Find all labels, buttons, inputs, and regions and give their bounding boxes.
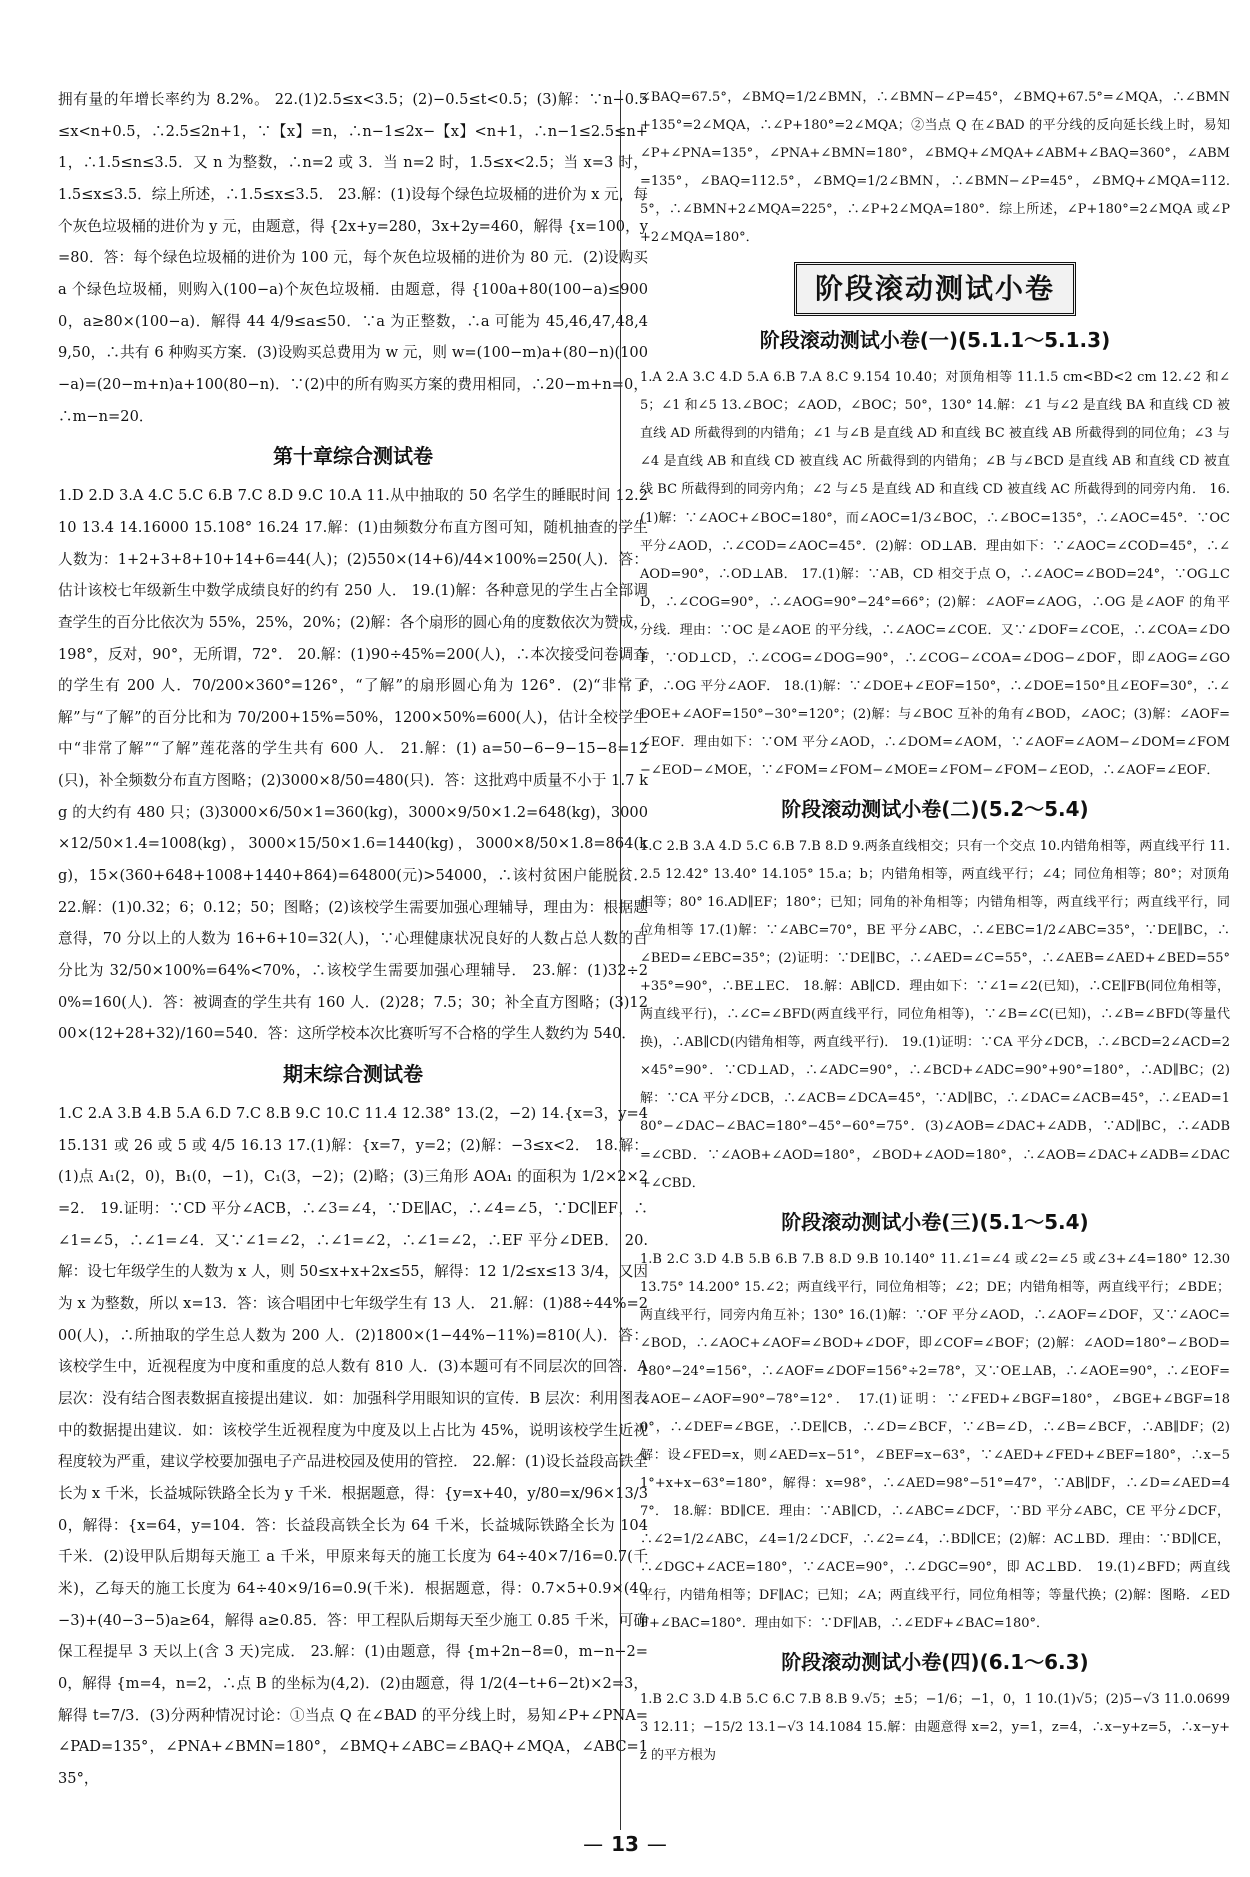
section-title-quiz2: 阶段滚动测试小卷(二)(5.2～5.4) (781, 796, 1089, 821)
answer-text-quiz2: 1.C 2.B 3.A 4.D 5.C 6.B 7.B 8.D 9.两条直线相交；只有一个交点 10.内错角相等，两直线平行 11.2.5 12.42° 13.40° 14.105° 15.a；b；内错角相等，两直线平行；∠4；同位角相等；80°；对顶角相等；80° 16.AD∥EF；180°；已知；同角的补角相等；内错角相等，两直线平行；两直线平行，同位角相等 17.(1)解：∵∠ABC=70°，BE 平分∠ABC，∴∠EBC=1/2∠ABC=35°，∵DE∥BC，∴∠BED=∠EBC=35°；(2)证明：∵DE∥BC，∴∠AED=∠C=55°，∴∠AEB=∠AED+∠BED=55°+35°=90°，∴BE⊥EC． 18.解：AB∥CD．理由如下：∵∠1=∠2(已知)，∴CE∥FB(同位角相等，两直线平行)，∴∠C=∠BFD(两直线平行，同位角相等)，∵∠B=∠C(已知)，∴∠B=∠BFD(等量代换)，∴AB∥CD(内错角相等，两直线平行)． 19.(1)证明：∵CA 平分∠DCB，∴∠BCD=2∠ACD=2×45°=90°．∵CD⊥AD，∴∠ADC=90°，∴∠BCD+∠ADC=90°+90°=180°，∴AD∥BC；(2)解：∵CA 平分∠DCB，∴∠ACB=∠DCA=45°，∵AD∥BC，∴∠DAC=∠ACB=45°，∴∠EAD=180°−∠DAC−∠BAC=180°−45°−60°=75°．(3)∠AOB=∠DAC+∠ADB，∵AD∥BC，∴∠ADB=∠CBD．∵∠AOB+∠AOD=180°，∠BOD+∠AOD=180°，∴∠AOB=∠DAC+∠ADB=∠DAC+∠CBD． (640, 838, 1230, 1191)
section-title-chapter10: 第十章综合测试卷 (273, 444, 433, 469)
left-column (58, 84, 648, 1794)
section-title-quiz1: 阶段滚动测试小卷(一)(5.1.1～5.1.3) (759, 328, 1111, 353)
answer-text-quiz4: 1.B 2.C 3.D 4.B 5.C 6.C 7.B 8.B 9.√5；±5；−1/6；−1，0，1 10.(1)√5；(2)5−√3 11.0.06993 12.11；−15/2 13.1−√3 14.1084 15.解：由题意得 x=2，y=1，z=4，∴x−y+z=5，∴x−y+z 的平方根为 (640, 1692, 1230, 1764)
right-column (640, 84, 1230, 1770)
section-title-quiz3: 阶段滚动测试小卷(三)(5.1～5.4) (781, 1209, 1089, 1234)
column-divider (620, 90, 621, 1830)
answer-text-quiz1: 1.A 2.A 3.C 4.D 5.A 6.B 7.A 8.C 9.154 10.40；对顶角相等 11.1.5 cm<BD<2 cm 12.∠2 和∠5；∠1 和∠5 13.∠BOC；∠AOD，∠BOC；50°，130° 14.解：∠1 与∠2 是直线 BA 和直线 CD 被直线 AD 所截得到的内错角；∠1 与∠B 是直线 AD 和直线 BC 被直线 AB 所截得到的同位角；∠3 与∠4 是直线 AB 和直线 CD 被直线 AC 所截得到的内错角；∠B 与∠BCD 是直线 AB 和直线 CD 被直线 BC 所截得到的同旁内角；∠2 与∠5 是直线 AD 和直线 CD 被直线 AC 所截得到的同旁内角． 16.(1)解：∵∠AOC+∠BOC=180°，而∠AOC=1/3∠BOC，∴∠BOC=135°，∴∠AOC=45°．∵OC 平分∠AOD，∴∠COD=∠AOC=45°．(2)解：OD⊥AB．理由如下：∵∠AOC=∠COD=45°，∴∠AOD=90°，∴OD⊥AB． 17.(1)解：∵AB，CD 相交于点 O，∴∠AOC=∠BOD=24°，∵OG⊥CD，∴∠COG=90°，∴∠AOG=90°−24°=66°；(2)解：∠AOF=∠AOG，∴OG 是∠AOF 的角平分线．理由：∵OC 是∠AOE 的平分线，∴∠AOC=∠COE．又∵∠DOF=∠COE，∴∠COA=∠DOF，∵OD⊥CD，∴∠COG=∠DOG=90°，∴∠COG−∠COA=∠DOG−∠DOF，即∠AOG=∠GOF，∴OG 平分∠AOF． 18.(1)解：∵∠DOE+∠EOF=150°，∴∠DOE=150°且∠EOF=30°，∴∠DOE+∠AOF=150°−30°=120°；(2)解：与∠BOC 互补的角有∠BOD，∠AOC；(3)解：∠AOF=∠EOF．理由如下：∵OM 平分∠AOD，∴∠DOM=∠AOM，∵∠AOF=∠AOM−∠DOM=∠FOM−∠EOD−∠MOE，∵∠FOM=∠FOM−∠MOE=∠FOM−∠FOM−∠EOD，∴∠AOF=∠EOF． (640, 370, 1230, 778)
answer-text-quiz3: 1.B 2.C 3.D 4.B 5.B 6.B 7.B 8.D 9.B 10.140° 11.∠1=∠4 或∠2=∠5 或∠3+∠4=180° 12.30 13.75° 14.200° 15.∠2；两直线平行，同位角相等；∠2；DE；内错角相等，两直线平行；∠BDE；两直线平行，同旁内角互补；130° 16.(1)解：∵OF 平分∠AOD，∴∠AOF=∠DOF，又∵∠AOC=∠BOD，∴∠AOC+∠AOF=∠BOD+∠DOF，即∠COF=∠BOF；(2)解：∠AOD=180°−∠BOD=180°−24°=156°，∴∠AOF=∠DOF=156°÷2=78°，又∵OE⊥AB，∴∠AOE=90°，∴∠EOF=∠AOE−∠AOF=90°−78°=12°． 17.(1)证明：∵∠FED+∠BGF=180°，∠BGE+∠BGF=180°，∴∠DEF=∠BGE，∴DE∥CB，∴∠D=∠BCF，∵∠B=∠D，∴∠B=∠BCF，∴AB∥DF；(2)解：设∠FED=x，则∠AED=x−51°，∠BEF=x−63°，∵∠AED+∠FED+∠BEF=180°，∴x−51°+x+x−63°=180°，解得：x=98°，∴∠AED=98°−51°=47°，∵AB∥DF，∴∠D=∠AED=47°． 18.解：BD∥CE．理由：∵AB∥CD，∴∠ABC=∠DCF，∵BD 平分∠ABC，CE 平分∠DCF，∴∠2=1/2∠ABC，∠4=1/2∠DCF，∴∠2=∠4，∴BD∥CE；(2)解：AC⊥BD．理由：∵BD∥CE，∴∠DGC+∠ACE=180°，∵∠ACE=90°，∴∠DGC=90°，即 AC⊥BD． 19.(1)∠BFD；两直线平行，内错角相等；DF∥AC；已知；∠A；两直线平行，同位角相等；等量代换；(2)解：图略．∠EDF+∠BAC=180°．理由如下：∵DF∥AB，∴∠EDF+∠BAC=180°． (640, 1251, 1230, 1632)
section-banner: 阶段滚动测试小卷 (794, 262, 1076, 316)
answer-text-intro: 拥有量的年增长率约为 8.2%。 22.(1)2.5≤x<3.5；(2)−0.5≤t<0.5；(3)解：∵n−0.5≤x<n+0.5，∴2.5≤2n+1，∵【x】=n，∴n−1≤2x−【x】<n+1，∴n−1≤2.5≤n+1，∴1.5≤n≤3.5．又 n 为整数，∴n=2 或 3．当 n=2 时，1.5≤x<2.5；当 x=3 时，1.5≤x≤3.5．综上所述，∴1.5≤x≤3.5． 23.解：(1)设每个绿色垃圾桶的进价为 x 元，每个灰色垃圾桶的进价为 y 元，由题意，得 {2x+y=280，3x+2y=460，解得 {x=100，y=80．答：每个绿色垃圾桶的进价为 100 元，每个灰色垃圾桶的进价为 80 元．(2)设购买 a 个绿色垃圾桶，则购入(100−a)个灰色垃圾桶．由题意，得 {100a+80(100−a)≤9000，a≥80×(100−a)．解得 44 4/9≤a≤50．∵a 为正整数，∴a 可能为 45,46,47,48,49,50，∴共有 6 种购买方案．(3)设购买总费用为 w 元，则 w=(100−m)a+(80−n)(100−a)=(20−m+n)a+100(80−n)．∵(2)中的所有购买方案的费用相同，∴20−m+n=0，∴m−n=20． (58, 91, 648, 425)
answer-text-chapter10: 1.D 2.D 3.A 4.C 5.C 6.B 7.C 8.D 9.C 10.A 11.从中抽取的 50 名学生的睡眠时间 12.210 13.4 14.16000 15.108° 16.24 17.解：(1)由频数分布直方图可知，随机抽查的学生人数为：1+2+3+8+10+14+6=44(人)；(2)550×(14+6)/44×100%=250(人)．答：估计该校七年级新生中数学成绩良好的约有 250 人． 19.(1)解：各种意见的学生占全部调查学生的百分比依次为 55%，25%，20%；(2)解：各个扇形的圆心角的度数依次为赞成，198°，反对，90°，无所谓，72°． 20.解：(1)90÷45%=200(人)，∴本次接受问卷调查的学生有 200 人．70/200×360°=126°，“了解”的扇形圆心角为 126°．(2)“非常了解”与“了解”的百分比和为 70/200+15%=50%，1200×50%=600(人)，估计全校学生中“非常了解”“了解”莲花落的学生共有 600 人． 21.解：(1) a=50−6−9−15−8=12(只)，补全频数分布直方图略；(2)3000×8/50=480(只)．答：这批鸡中质量不小于 1.7 kg 的大约有 480 只；(3)3000×6/50×1=360(kg)，3000×9/50×1.2=648(kg)，3000×12/50×1.4=1008(kg)，3000×15/50×1.6=1440(kg)，3000×8/50×1.8=864(kg)，15×(360+648+1008+1440+864)=64800(元)>54000，∴该村贫困户能脱贫． 22.解：(1)0.32；6；0.12；50；图略；(2)该校学生需要加强心理辅导，理由为：根据题意得，70 分以上的人数为 16+6+10=32(人)，∵心理健康状况良好的人数占总人数的百分比为 32/50×100%=64%<70%，∴该校学生需要加强心理辅导． 23.解：(1)32÷20%=160(人)．答：被调查的学生共有 160 人．(2)28；7.5；30；补全直方图略；(3)1200×(12+28+32)/160=540．答：这所学校本次比赛听写不合格的学生人数约为 540． (58, 487, 648, 1043)
section-title-final: 期末综合测试卷 (283, 1062, 423, 1087)
answer-text-final: 1.C 2.A 3.B 4.B 5.A 6.D 7.C 8.B 9.C 10.C 11.4 12.38° 13.(2，−2) 14.{x=3，y=4 15.131 或 26 或 5 或 4/5 16.13 17.(1)解：{x=7，y=2；(2)解：−3≤x<2． 18.解：(1)点 A₁(2，0)，B₁(0，−1)，C₁(3，−2)；(2)略；(3)三角形 AOA₁ 的面积为 1/2×2×2=2． 19.证明：∵CD 平分∠ACB，∴∠3=∠4，∵DE∥AC，∴∠4=∠5，∵DC∥EF，∴∠1=∠5，∴∠1=∠4．又∵∠1=∠2，∴∠1=∠2，∴∠1=∠2，∴EF 平分∠DEB． 20.解：设七年级学生的人数为 x 人，则 50≤x+x+2x≤55，解得：12 1/2≤x≤13 3/4，又因为 x 为整数，所以 x=13．答：该合唱团中七年级学生有 13 人． 21.解：(1)88÷44%=200(人)，∴所抽取的学生总人数为 200 人．(2)1800×(1−44%−11%)=810(人)．答：该校学生中，近视程度为中度和重度的总人数有 810 人．(3)本题可有不同层次的回答．A 层次：没有结合图表数据直接提出建议．如：加强科学用眼知识的宣传．B 层次：利用图表中的数据提出建议．如：该校学生近视程度为中度及以上占比为 45%，说明该校学生近视程度较为严重，建议学校要加强电子产品进校园及使用的管控． 22.解：(1)设长益段高铁全长为 x 千米，长益城际铁路全长为 y 千米．根据题意，得：{y=x+40，y/80=x/96×13/30，解得：{x=64，y=104．答：长益段高铁全长为 64 千米，长益城际铁路全长为 104 千米．(2)设甲队后期每天施工 a 千米，甲原来每天的施工长度为 64÷40×7/16=0.7(千米)，乙每天的施工长度为 64÷40×9/16=0.9(千米)．根据题意，得：0.7×5+0.9×(40−3)+(40−3−5)a≥64，解得 a≥0.85．答：甲工程队后期每天至少施工 0.85 千米，可确保工程提早 3 天以上(含 3 天)完成． 23.解：(1)由题意，得 {m+2n−8=0，m−n−2=0，解得 {m=4，n=2，∴点 B 的坐标为(4,2)．(2)由题意，得 1/2(4−t+6−2t)×2=3，解得 t=7/3．(3)分两种情况讨论：①当点 Q 在∠BAD 的平分线上时，易知∠P+∠PNA=∠PAD=135°，∠PNA+∠BMN=180°，∠BMQ+∠ABC=∠BAQ+∠MQA，∠ABC=135°， (58, 1105, 648, 1787)
answer-text-continued: ∠BAQ=67.5°，∠BMQ=1/2∠BMN，∴∠BMN−∠P=45°，∠BMQ+67.5°=∠MQA，∴∠BMN+135°=2∠MQA，∴∠P+180°=2∠MQA；②当点 Q 在∠BAD 的平分线的反向延长线上时，易知∠P+∠PNA=135°，∠PNA+∠BMN=180°，∠BMQ+∠MQA+∠ABM+∠BAQ=360°，∠ABM=135°，∠BAQ=112.5°，∠BMQ=1/2∠BMN，∴∠BMN−∠P=45°，∠BMQ+∠MQA=112.5°，∴∠BMN+2∠MQA=225°，∴∠P+2∠MQA=180°．综上所述，∠P+180°=2∠MQA 或∠P+2∠MQA=180°． (640, 90, 1230, 246)
page-number: — 13 — (0, 1832, 1250, 1856)
section-title-quiz4: 阶段滚动测试小卷(四)(6.1～6.3) (781, 1650, 1089, 1675)
banner-wrap (640, 262, 1230, 316)
